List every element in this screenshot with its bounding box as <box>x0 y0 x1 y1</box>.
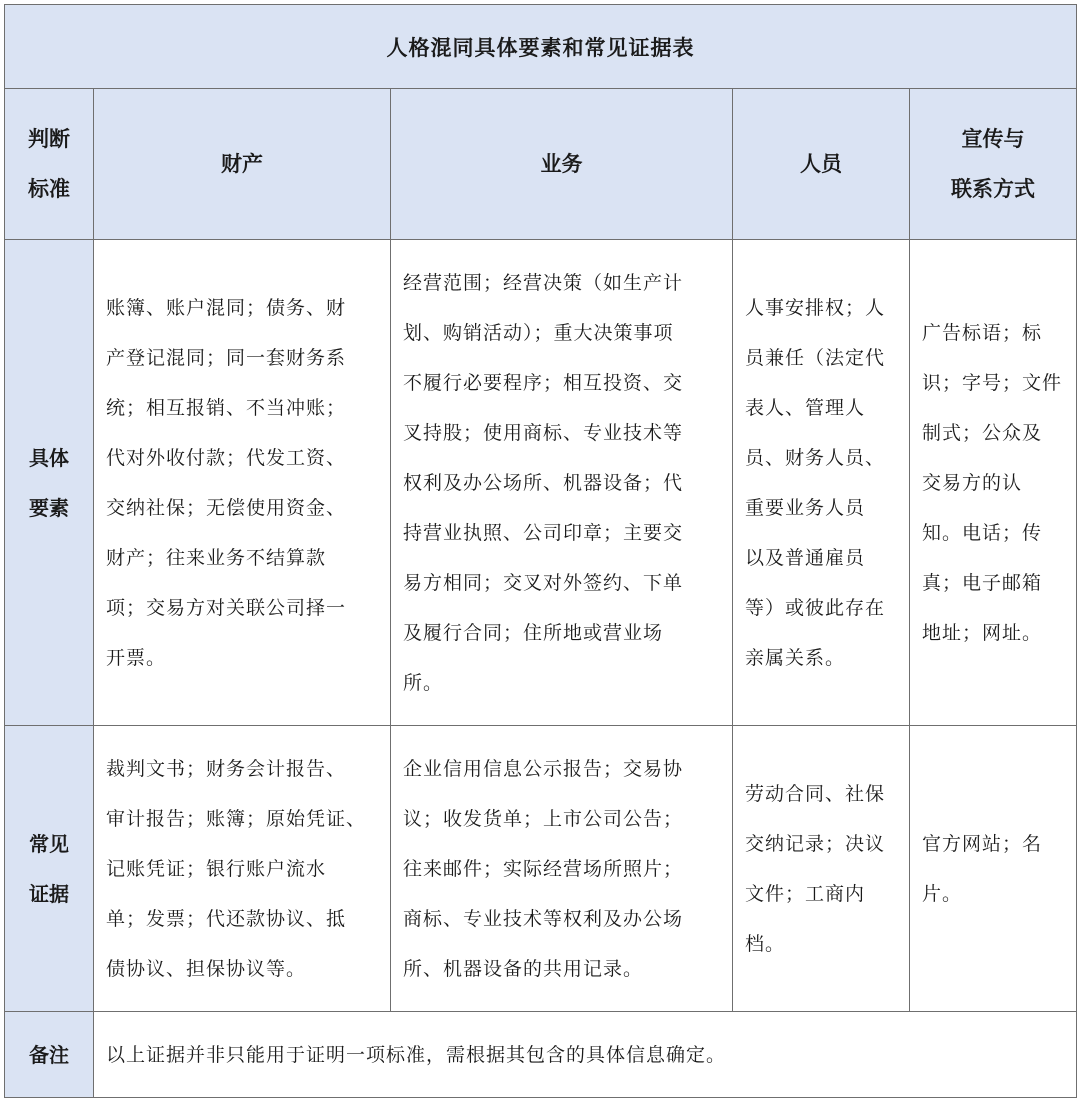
elements-publicity: 广告标语；标 识；字号；文件 制式；公众及 交易方的认 知。电话；传 真；电子邮箱 地址；网址。 <box>910 240 1077 726</box>
title-row <box>5 5 1077 89</box>
note-row <box>5 1012 1077 1098</box>
header-personnel: 人员 <box>733 89 910 240</box>
elements-business: 经营范围；经营决策（如生产计 划、购销活动）；重大决策事项 不履行必要程序；相互投资、交 叉持股；使用商标、专业技术等 权利及办公场所、机器设备；代 持营业执照、公司印章；主要交 易方相同；交叉对外签约、下单 及履行合同；住所地或营业场 所。 <box>391 240 733 726</box>
evidence-row <box>5 726 1077 1012</box>
evidence-property: 裁判文书；财务会计报告、 审计报告；账簿；原始凭证、 记账凭证；银行账户流水 单；发票；代还款协议、抵 债协议、担保协议等。 <box>94 726 391 1012</box>
elements-property: 账簿、账户混同；债务、财 产登记混同；同一套财务系 统；相互报销、不当冲账； 代对外收付款；代发工资、 交纳社保；无偿使用资金、 财产；往来业务不结算款 项；交易方对关联公司择一 开票。 <box>94 240 391 726</box>
note-text: 以上证据并非只能用于证明一项标准，需根据其包含的具体信息确定。 <box>94 1012 1077 1098</box>
header-business: 业务 <box>391 89 733 240</box>
header-property: 财产 <box>94 89 391 240</box>
evidence-label: 常见 证据 <box>5 726 94 1012</box>
evidence-publicity: 官方网站；名 片。 <box>910 726 1077 1012</box>
elements-row <box>5 240 1077 726</box>
header-row <box>5 89 1077 240</box>
header-publicity: 宣传与 联系方式 <box>910 89 1077 240</box>
elements-personnel: 人事安排权；人 员兼任（法定代 表人、管理人 员、财务人员、 重要业务人员 以及普通雇员 等）或彼此存在 亲属关系。 <box>733 240 910 726</box>
evidence-business: 企业信用信息公示报告；交易协 议；收发货单；上市公司公告； 往来邮件；实际经营场所照片； 商标、专业技术等权利及办公场 所、机器设备的共用记录。 <box>391 726 733 1012</box>
note-label: 备注 <box>5 1012 94 1098</box>
evidence-table <box>4 4 1077 1098</box>
evidence-personnel: 劳动合同、社保 交纳记录；决议 文件；工商内 档。 <box>733 726 910 1012</box>
table-title: 人格混同具体要素和常见证据表 <box>5 5 1077 89</box>
elements-label: 具体 要素 <box>5 240 94 726</box>
header-criteria: 判断 标准 <box>5 89 94 240</box>
